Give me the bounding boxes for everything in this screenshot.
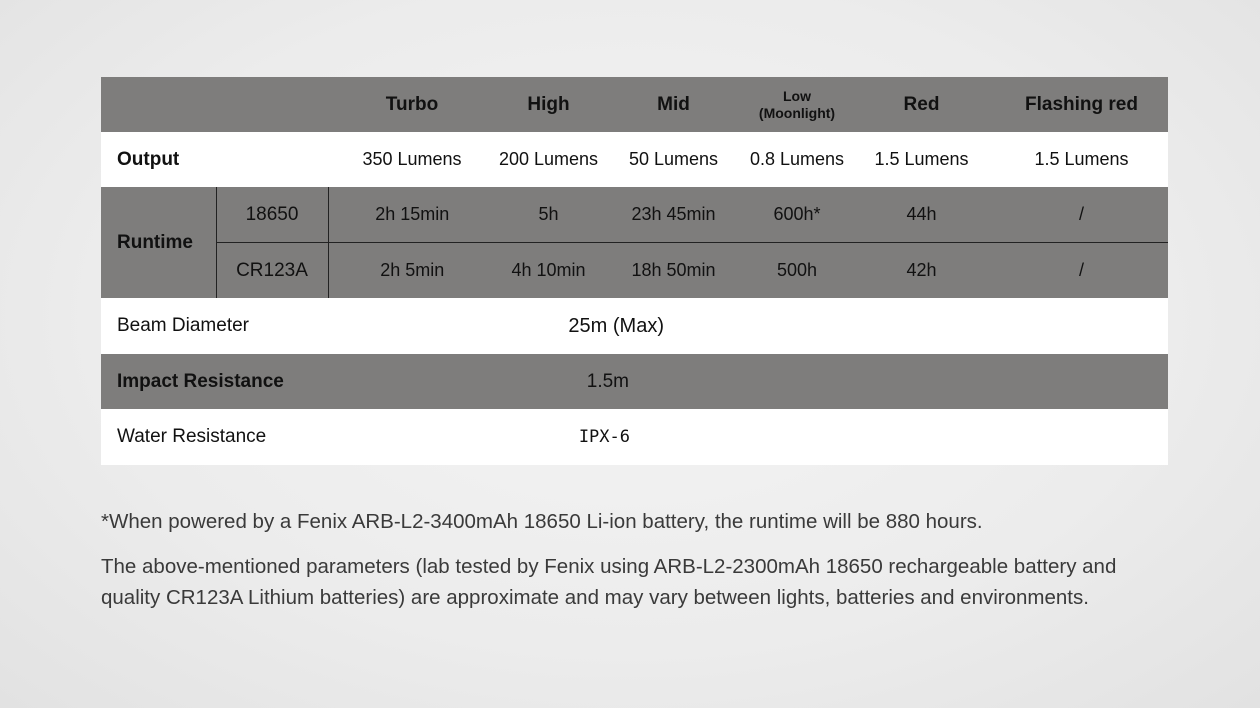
- header-moonlight-label: (Moonlight): [758, 104, 836, 121]
- beam-diameter-label: Beam Diameter: [117, 315, 249, 336]
- water-resistance-empty: [746, 409, 1168, 465]
- beam-diameter-value-text: 25m (Max): [568, 314, 664, 337]
- impact-resistance-value: [328, 354, 746, 409]
- runtime-row-cr123a: [101, 243, 1168, 299]
- runtime-cr123a-high: 4h 10min: [511, 260, 586, 280]
- notes-section: [101, 506, 1181, 627]
- output-row: [101, 132, 1168, 187]
- specification-table: [101, 77, 1168, 465]
- runtime-18650-high: 5h: [496, 187, 601, 243]
- water-resistance-label: Water Resistance: [117, 426, 267, 447]
- runtime-18650-turbo: 2h 15min: [328, 187, 496, 243]
- runtime-18650-flashing-red: /: [995, 187, 1168, 243]
- runtime-18650-red: 44h: [848, 187, 995, 243]
- impact-resistance-value-text: 1.5m: [586, 370, 629, 392]
- output-high: 200 Lumens: [498, 149, 599, 169]
- impact-resistance-empty: [746, 354, 1168, 409]
- output-low: 0.8 Lumens: [749, 149, 845, 169]
- beam-diameter-value: [328, 298, 746, 354]
- runtime-row-18650: [101, 187, 1168, 243]
- beam-diameter-row: [101, 298, 1168, 354]
- runtime-cr123a-flashing-red: /: [1078, 260, 1084, 280]
- output-mid: 50 Lumens: [628, 149, 719, 169]
- runtime-18650-low: 600h*: [746, 187, 848, 243]
- runtime-footnote: *When powered by a Fenix ARB-L2-3400mAh 18650 Li-ion battery, the runtime will be 880 hours.: [101, 510, 983, 533]
- runtime-cr123a-turbo: 2h 5min: [328, 243, 496, 299]
- header-high: High: [527, 93, 570, 115]
- runtime-cr123a-mid: 18h 50min: [631, 260, 716, 280]
- water-resistance-value-text: IPX-6: [578, 427, 630, 447]
- output-flashing-red: 1.5 Lumens: [1034, 149, 1129, 169]
- battery-cr123a: CR123A: [216, 243, 328, 299]
- battery-18650: 18650: [216, 187, 328, 243]
- header-row: [101, 77, 1168, 132]
- header-turbo: Turbo: [385, 93, 439, 115]
- water-resistance-row: [101, 409, 1168, 465]
- output-red: 1.5 Lumens: [874, 149, 969, 169]
- test-disclaimer: The above-mentioned parameters (lab tested by Fenix using ARB-L2-2300mAh 18650 rechargeable battery and quality CR123A Lithium batteries) are approximate and may vary between lights, batteries and environments.: [101, 555, 1117, 609]
- water-resistance-value: [328, 409, 746, 465]
- header-empty-cell: [101, 77, 328, 132]
- impact-resistance-label: Impact Resistance: [117, 370, 284, 392]
- runtime-cr123a-low: 500h: [776, 260, 818, 280]
- output-turbo: 350 Lumens: [362, 149, 462, 169]
- header-flashing-red: Flashing red: [1025, 93, 1138, 115]
- header-mid: Mid: [657, 93, 690, 115]
- header-red: Red: [903, 93, 940, 115]
- runtime-18650-mid: 23h 45min: [601, 187, 746, 243]
- runtime-label: Runtime: [117, 231, 193, 253]
- beam-diameter-empty: [746, 298, 1168, 354]
- output-label: Output: [117, 148, 180, 170]
- header-low-label: Low: [783, 87, 811, 104]
- runtime-cr123a-red: 42h: [906, 260, 937, 280]
- header-low: [746, 77, 848, 132]
- impact-resistance-row: [101, 354, 1168, 409]
